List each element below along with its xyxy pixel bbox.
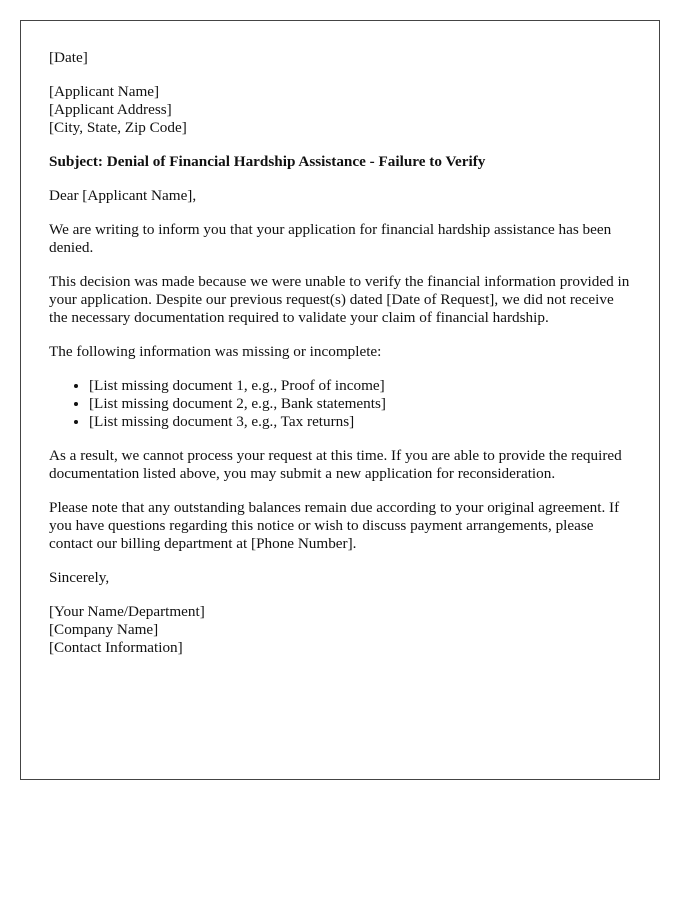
recipient-address: [Applicant Address] xyxy=(49,101,172,118)
signature-contact: [Contact Information] xyxy=(49,639,183,656)
letter-page xyxy=(20,20,660,780)
salutation: Dear [Applicant Name], xyxy=(49,187,197,204)
closing-paragraph-1: As a result, we cannot process your request at this time. If you are able to provide the required documentation listed above, you may submit a new application for reconsideration. xyxy=(49,447,622,482)
recipient-name: [Applicant Name] xyxy=(49,83,160,100)
letter-subject: Subject: Denial of Financial Hardship Assistance - Failure to Verify xyxy=(49,153,486,170)
recipient-city-state-zip: [City, State, Zip Code] xyxy=(49,119,187,136)
body-paragraph-2: This decision was made because we were unable to verify the financial information provided in your application. Despite our previous request(s) dated [Date of Request], we did not receive the necessary documentation required to validate your claim of financial hardship. xyxy=(49,273,630,326)
signature-company: [Company Name] xyxy=(49,621,159,638)
list-item: • [List missing document 1, e.g., Proof of income] xyxy=(89,377,631,395)
closing-paragraph-2: Please note that any outstanding balances remain due according to your original agreement. If you have questions regarding this notice or wish to discuss payment arrangements, please contact our billing department at [Phone Number]. xyxy=(49,499,620,552)
body-paragraph-1: We are writing to inform you that your application for financial hardship assistance has been denied. xyxy=(49,221,612,256)
list-item: • [List missing document 2, e.g., Bank statements] xyxy=(89,395,631,413)
list-item: • [List missing document 3, e.g., Tax returns] xyxy=(89,413,631,431)
missing-documents-list xyxy=(49,377,631,431)
signature-block xyxy=(49,603,631,657)
signature-name: [Your Name/Department] xyxy=(49,603,205,620)
letter-date: [Date] xyxy=(49,49,88,66)
recipient-block xyxy=(49,83,631,137)
sign-off: Sincerely, xyxy=(49,569,110,586)
body-paragraph-3: The following information was missing or incomplete: xyxy=(49,343,382,360)
